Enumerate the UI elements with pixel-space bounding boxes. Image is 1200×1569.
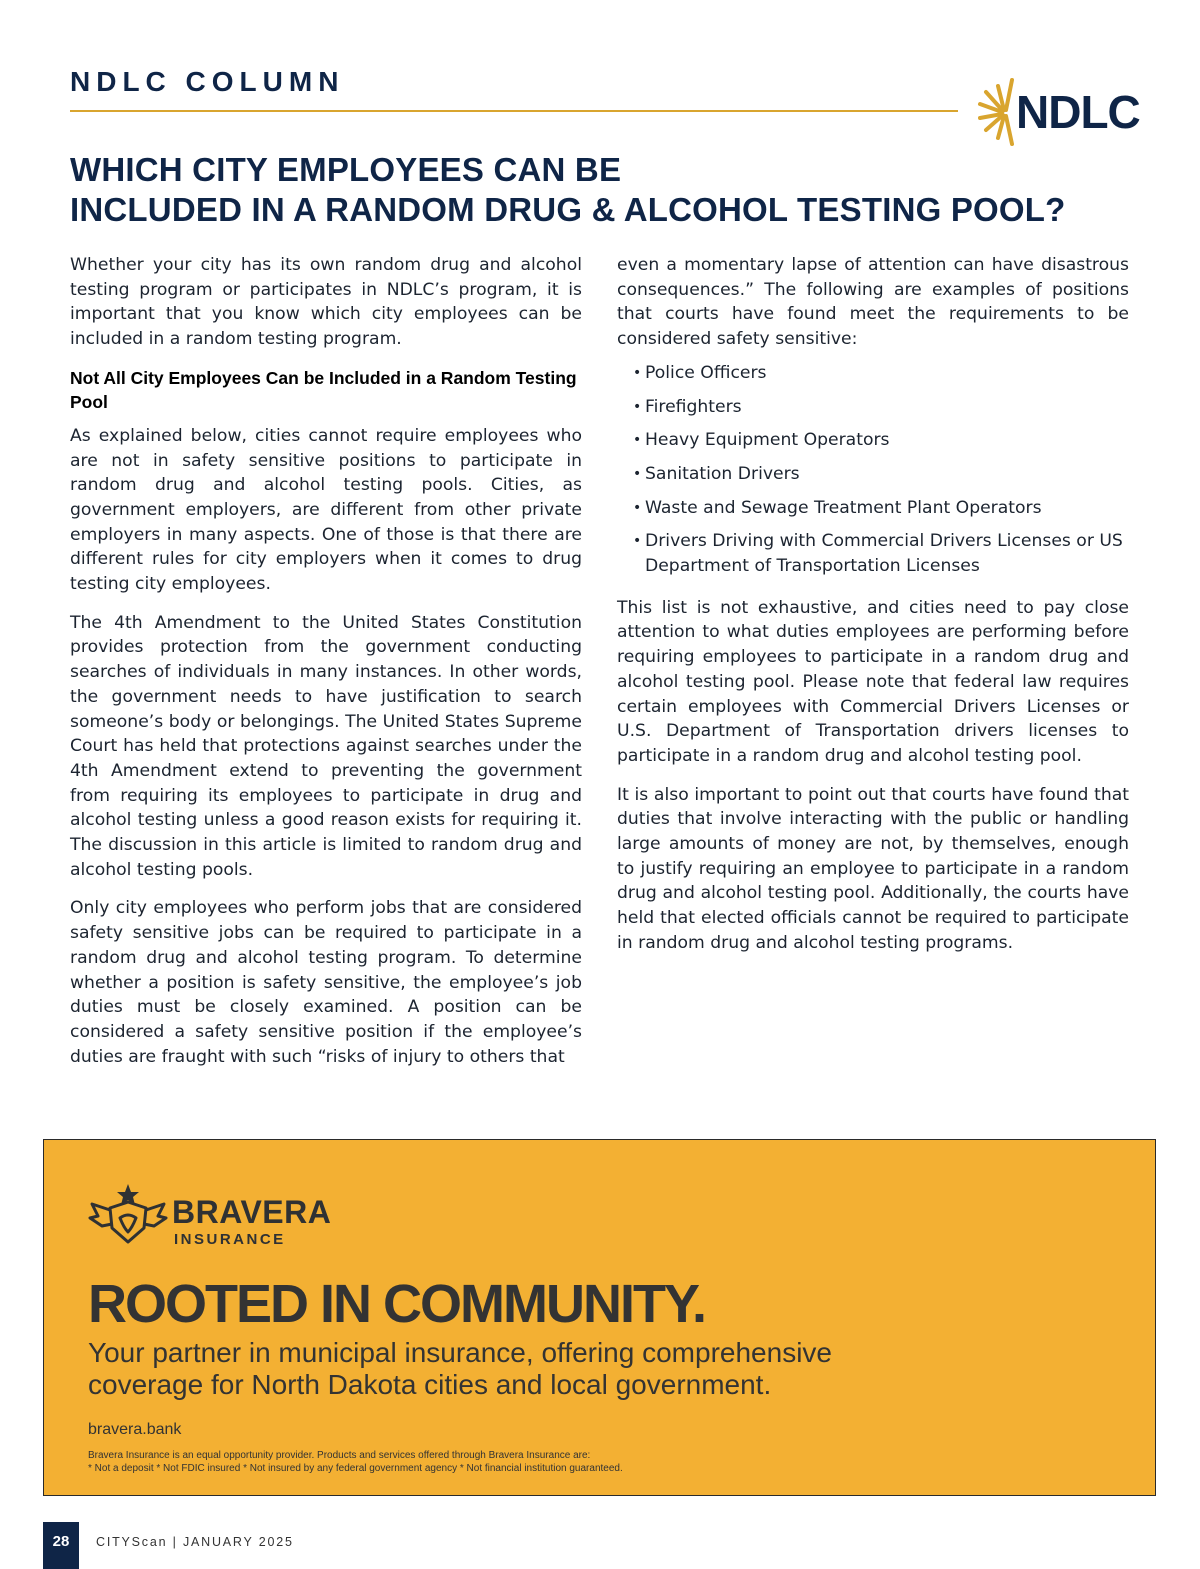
eagle-shield-icon: [88, 1182, 168, 1252]
article-column-right: [617, 253, 1129, 970]
ad-subheadline-line-2: coverage for North Dakota cities and local government.: [88, 1369, 772, 1400]
article-title: [70, 150, 1140, 230]
article-title-line-2: INCLUDED IN A RANDOM DRUG & ALCOHOL TESTING POOL?: [70, 191, 1066, 228]
list-item: • Firefighters: [633, 395, 1129, 420]
column-kicker: NDLC COLUMN: [70, 66, 345, 97]
body-paragraph: As explained below, cities cannot require employees who are not in safety sensitive positions to participate in random drug and alcohol testing pools. Cities, as government employers, are different from other private employers in many aspects. One of those is that there are different rules for city employers when it comes to drug testing city employees.: [70, 425, 582, 595]
ad-disclaimer-line-1: Bravera Insurance is an equal opportunity provider. Products and services offered through Bravera Insurance are:: [88, 1450, 591, 1461]
ad-brand-subtitle: INSURANCE: [174, 1231, 286, 1248]
ad-disclaimer-line-2: * Not a deposit * Not FDIC insured * Not insured by any federal government agency * Not financial institution guaranteed.: [88, 1463, 623, 1474]
body-paragraph: even a momentary lapse of attention can have disastrous consequences.” The following are examples of positions that courts have found meet the requirements to be considered safety sensitive:: [617, 255, 1129, 350]
sunburst-icon: [976, 74, 1020, 148]
ndlc-logo: [976, 74, 1140, 148]
article-column-left: [70, 253, 582, 1069]
body-paragraph: Only city employees who perform jobs that are considered safety sensitive jobs can be required to participate in a random drug and alcohol testing program. To determine whether a position is safety sensitive, the employee’s job duties must be closely examined. A position can be considered a safety sensitive position if the employee’s duties are fraught with such “risks of injury to others that: [70, 898, 582, 1067]
ad-brand-name: BRAVERA: [172, 1194, 332, 1230]
positions-list: [633, 361, 1129, 579]
intro-paragraph: Whether your city has its own random drug and alcohol testing program or participates in NDLC’s program, it is important that you know which city employees can be included in a random testing program.: [70, 255, 582, 350]
ndlc-logo-text: NDLC: [1016, 86, 1140, 138]
section-subheading: Not All City Employees Can be Included in a Random Testing Pool: [70, 367, 577, 413]
ad-url-link[interactable]: bravera.bank: [88, 1421, 182, 1438]
page-number: 28: [43, 1522, 79, 1569]
list-item: • Heavy Equipment Operators: [633, 428, 1129, 453]
list-item: • Drivers Driving with Commercial Drivers Licenses or US Department of Transportation Licenses: [633, 529, 1129, 578]
body-paragraph: It is also important to point out that courts have found that duties that involve interacting with the public or handling large amounts of money are not, by themselves, enough to justify requiring an employee to participate in a random drug and alcohol testing pool. Additionally, the courts have held that elected officials cannot be required to participate in random drug and alcohol testing programs.: [617, 784, 1129, 953]
bravera-advertisement[interactable]: [43, 1139, 1156, 1496]
ad-disclaimer: [88, 1449, 988, 1475]
ad-headline: ROOTED IN COMMUNITY.: [88, 1274, 705, 1334]
ad-subheadline-line-1: Your partner in municipal insurance, offering comprehensive: [88, 1337, 832, 1368]
list-item: • Police Officers: [633, 361, 1129, 386]
body-paragraph: The 4th Amendment to the United States Constitution provides protection from the government conducting searches of individuals in many instances. In other words, the government needs to have justification to search someone’s body or belongings. The United States Supreme Court has held that protections against searches under the 4th Amendment extend to preventing the government from requiring its employees to participate in drug and alcohol testing unless a good reason exists for requiring it. The discussion in this article is limited to random drug and alcohol testing pools.: [70, 612, 582, 880]
list-item: • Waste and Sewage Treatment Plant Operators: [633, 496, 1129, 521]
header-rule: [70, 110, 958, 112]
list-item: • Sanitation Drivers: [633, 462, 1129, 487]
body-paragraph: This list is not exhaustive, and cities need to pay close attention to what duties employees are performing before requiring employees to participate in a random drug and alcohol testing pool. Please note that federal law requires certain employees with Commercial Drivers Licenses or U.S. Department of Transportation drivers licenses to participate in a random drug and alcohol testing pool.: [617, 597, 1129, 766]
publication-info: CITYScan | JANUARY 2025: [96, 1535, 294, 1549]
article-title-line-1: WHICH CITY EMPLOYEES CAN BE: [70, 151, 622, 188]
ad-subheadline: [88, 1337, 908, 1401]
